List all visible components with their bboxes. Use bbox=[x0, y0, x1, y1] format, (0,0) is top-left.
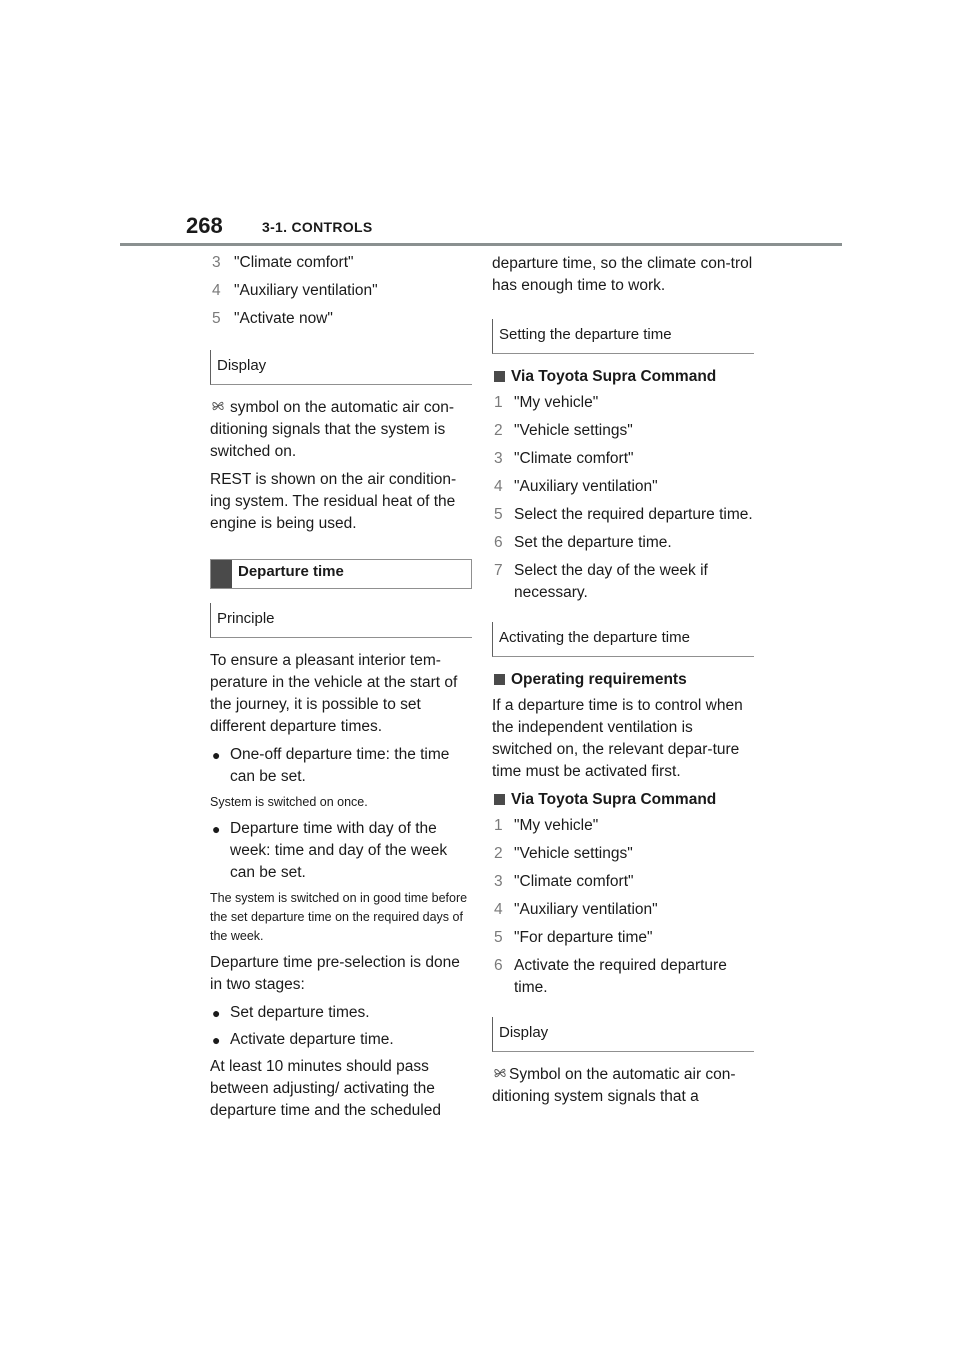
list-item: 3 "Climate comfort" bbox=[494, 873, 634, 890]
list-item: 4 "Auxiliary ventilation" bbox=[494, 478, 658, 495]
section-title: 3-1. CONTROLS bbox=[262, 219, 373, 235]
setting-heading: Setting the departure time bbox=[492, 319, 754, 354]
list-item: 7 Select the day of the week if necessary. bbox=[494, 562, 708, 601]
display-heading: Display bbox=[492, 1017, 754, 1052]
square-bullet-icon bbox=[494, 794, 505, 805]
via-command-heading: Via Toyota Supra Command bbox=[492, 789, 754, 811]
list-item: 2 "Vehicle settings" bbox=[494, 422, 633, 439]
list-item: ● Set departure times. bbox=[212, 1004, 370, 1021]
final-paragraph: At least 10 minutes should pass between adjusting/ activating the departure time and the scheduled bbox=[210, 1058, 441, 1119]
header-rule bbox=[120, 243, 842, 246]
list-item: 1 "My vehicle" bbox=[494, 817, 599, 834]
fan-icon bbox=[492, 1066, 508, 1080]
via-command-heading: Via Toyota Supra Command bbox=[492, 366, 754, 388]
right-column bbox=[492, 253, 754, 1114]
note-text: The system is switched on in good time before the set departure time on the required days of the week. bbox=[210, 891, 468, 943]
list-item: 1 "My vehicle" bbox=[494, 394, 599, 411]
square-bullet-icon bbox=[494, 371, 505, 382]
list-item: 6 Activate the required departure time. bbox=[494, 957, 727, 996]
continued-paragraph: departure time, so the climate con-trol has enough time to work. bbox=[492, 255, 753, 294]
principle-paragraph: To ensure a pleasant interior tem-perature in the vehicle at the start of the journey, it is possible to set different departure times. bbox=[210, 652, 458, 735]
list-item: 3 "Climate comfort" bbox=[212, 254, 354, 271]
list-item: 4 "Auxiliary ventilation" bbox=[212, 282, 378, 299]
list-item: 3 "Climate comfort" bbox=[494, 450, 634, 467]
page-number: 268 bbox=[186, 213, 223, 238]
departure-time-heading: Departure time bbox=[210, 559, 472, 589]
operating-paragraph: If a departure time is to control when the independent ventilation is switched on, the relevant depar-ture time must be activated first. bbox=[492, 697, 743, 780]
list-item: 5 "For departure time" bbox=[494, 929, 653, 946]
list-item: ● Departure time with day of the week: time and day of the week can be set. bbox=[212, 820, 448, 881]
list-item: ● One-off departure time: the time can be set. bbox=[212, 746, 450, 785]
fan-icon bbox=[210, 399, 226, 413]
list-item: 5 "Activate now" bbox=[212, 310, 333, 327]
page-header bbox=[120, 0, 842, 246]
list-item: ● Activate departure time. bbox=[212, 1031, 394, 1048]
principle-heading: Principle bbox=[210, 603, 472, 638]
left-column bbox=[210, 252, 472, 1128]
operating-requirements-heading: Operating requirements bbox=[492, 669, 754, 691]
list-item: 4 "Auxiliary ventilation" bbox=[494, 901, 658, 918]
display-heading: Display bbox=[210, 350, 472, 385]
heading-bar bbox=[211, 560, 232, 588]
square-bullet-icon bbox=[494, 674, 505, 685]
display-paragraph: symbol on the automatic air con-ditioning signals that the system is switched on. bbox=[210, 399, 454, 460]
list-item: 5 Select the required departure time. bbox=[494, 506, 753, 523]
display-rest-paragraph: REST is shown on the air condition-ing system. The residual heat of the engine is being used. bbox=[210, 471, 457, 532]
list-item: 2 "Vehicle settings" bbox=[494, 845, 633, 862]
display-paragraph: Symbol on the automatic air con-ditioning system signals that a bbox=[492, 1066, 736, 1105]
stages-paragraph: Departure time pre-selection is done in two stages: bbox=[210, 954, 460, 993]
list-item: 6 Set the departure time. bbox=[494, 534, 672, 551]
activating-heading: Activating the departure time bbox=[492, 622, 754, 657]
note-text: System is switched on once. bbox=[210, 795, 368, 809]
